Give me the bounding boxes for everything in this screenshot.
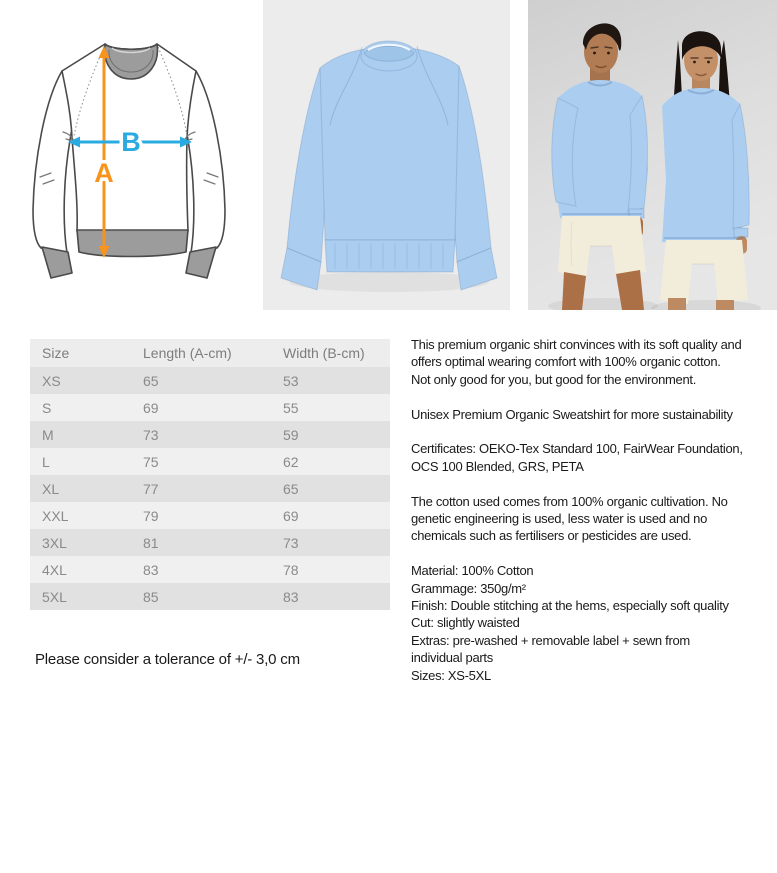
size-cell: XL [30, 475, 131, 502]
width-label-b: B [121, 127, 141, 157]
size-cell: 3XL [30, 529, 131, 556]
product-description [411, 336, 743, 684]
table-row-xs [30, 367, 390, 394]
description-cotton: The cotton used comes from 100% organic cultivation. No genetic engineering is used, less water is used and no chemicals such as fertilisers or pesticides are used. [411, 493, 728, 544]
width-cell: 55 [271, 394, 390, 421]
col-header-width: Width (B-cm) [271, 339, 390, 367]
length-label-a: A [94, 158, 114, 188]
table-row-xxl [30, 502, 390, 529]
table-row-xl [30, 475, 390, 502]
size-cell: L [30, 448, 131, 475]
sweatshirt-diagram-icon [0, 0, 258, 310]
length-cell: 85 [131, 583, 271, 610]
detail-cut: Cut: slightly waisted [411, 615, 520, 631]
size-table-header-row [30, 339, 390, 367]
size-cell: 4XL [30, 556, 131, 583]
detail-material: Material: 100% Cotton [411, 563, 534, 579]
size-table [30, 339, 390, 610]
col-header-length: Length (A-cm) [131, 339, 271, 367]
width-cell: 83 [271, 583, 390, 610]
measurement-diagram-panel[interactable] [0, 0, 258, 310]
size-cell: XXL [30, 502, 131, 529]
length-cell: 77 [131, 475, 271, 502]
size-cell: XS [30, 367, 131, 394]
detail-grammage: Grammage: 350g/m² [411, 580, 526, 596]
length-cell: 79 [131, 502, 271, 529]
length-cell: 69 [131, 394, 271, 421]
col-header-size: Size [30, 339, 131, 367]
length-cell: 83 [131, 556, 271, 583]
tolerance-note: Please consider a tolerance of +/- 3,0 cm [35, 651, 300, 668]
table-row-5xl [30, 583, 390, 610]
width-cell: 78 [271, 556, 390, 583]
size-cell: M [30, 421, 131, 448]
width-cell: 65 [271, 475, 390, 502]
length-cell: 65 [131, 367, 271, 394]
table-row-3xl [30, 529, 390, 556]
length-cell: 75 [131, 448, 271, 475]
description-intro: This premium organic shirt convinces with its soft quality and offers optimal wearing comfort with 100% organic cotton. Not only good for you, but good for the environment. [411, 337, 742, 387]
width-cell: 53 [271, 367, 390, 394]
flat-sweatshirt-photo-icon [263, 0, 510, 310]
length-cell: 73 [131, 421, 271, 448]
width-cell: 73 [271, 529, 390, 556]
models-photo-panel[interactable] [528, 0, 777, 310]
width-cell: 62 [271, 448, 390, 475]
width-cell: 59 [271, 421, 390, 448]
table-row-l [30, 448, 390, 475]
detail-sizes: Sizes: XS-5XL [411, 667, 491, 683]
length-cell: 81 [131, 529, 271, 556]
product-photo-panel[interactable] [263, 0, 510, 310]
size-cell: 5XL [30, 583, 131, 610]
models-photo-icon [528, 0, 777, 310]
table-row-s [30, 394, 390, 421]
table-row-m [30, 421, 390, 448]
width-cell: 69 [271, 502, 390, 529]
description-certificates: Certificates: OEKO-Tex Standard 100, FairWear Foundation, OCS 100 Blended, GRS, PETA [411, 441, 743, 474]
detail-extras: Extras: pre-washed + removable label + sewn from individual parts [411, 632, 690, 666]
table-row-4xl [30, 556, 390, 583]
description-product-name: Unisex Premium Organic Sweatshirt for more sustainability [411, 406, 733, 422]
size-cell: S [30, 394, 131, 421]
detail-finish: Finish: Double stitching at the hems, especially soft quality [411, 598, 729, 614]
